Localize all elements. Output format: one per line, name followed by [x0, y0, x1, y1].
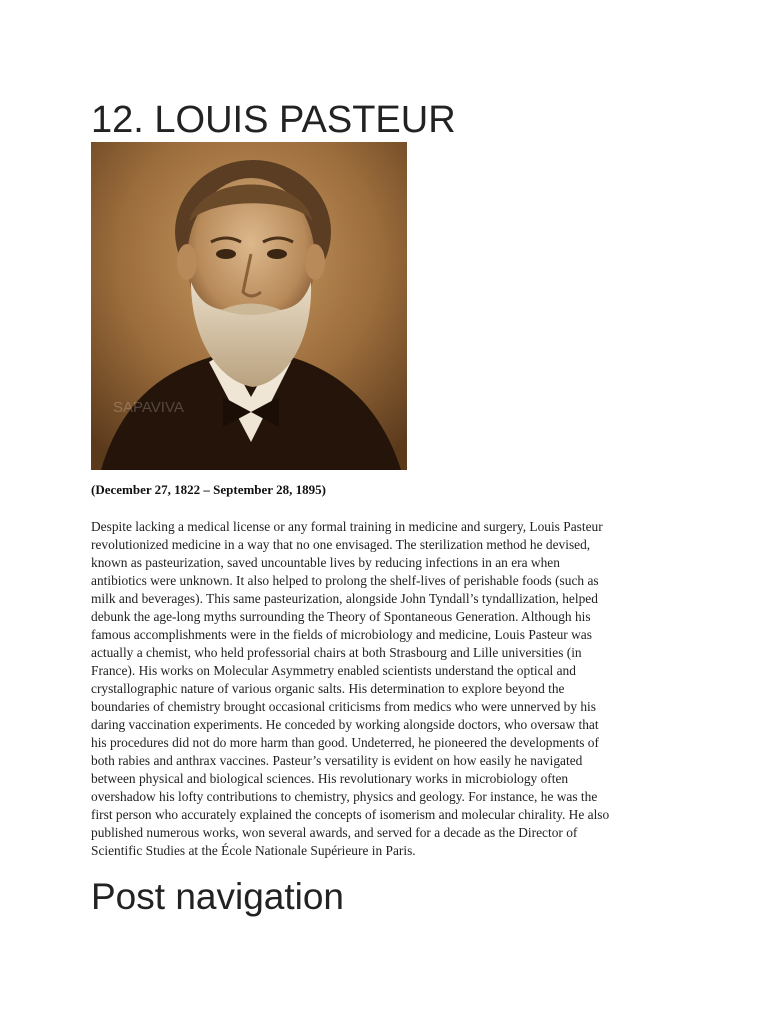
- body-line: his procedures did not do more harm than good. Undeterred, he pioneered the developments of: [91, 735, 599, 750]
- body-line: boundaries of chemistry brought occasional criticisms from medics who were unnerved by his: [91, 699, 596, 714]
- body-line: both rabies and anthrax vaccines. Pasteur’s versatility is evident on how easily he navigated: [91, 753, 583, 768]
- portrait-photo: [91, 142, 407, 470]
- body-line: crystallographic nature of various organic salts. His determination to explore beyond the: [91, 681, 565, 696]
- body-line: milk and beverages). This same pasteurization, alongside John Tyndall’s tyndallization, helped: [91, 591, 598, 606]
- body-line: famous accomplishments were in the fields of microbiology and medicine, Louis Pasteur was: [91, 627, 592, 642]
- body-line: Scientific Studies at the École Nationale Supérieure in Paris.: [91, 843, 416, 858]
- watermark-text: SAPAVIVA: [113, 399, 184, 416]
- article-heading: 12. LOUIS PASTEUR: [91, 99, 456, 141]
- body-line: revolutionized medicine in a way that no one envisaged. The sterilization method he devised,: [91, 537, 591, 552]
- body-line: antibiotics were unknown. It also helped to prolong the shelf-lives of perishable foods (such as: [91, 573, 599, 588]
- life-dates: (December 27, 1822 – September 28, 1895): [91, 482, 326, 497]
- body-line: known as pasteurization, saved uncountable lives by reducing infections in an era when: [91, 555, 560, 570]
- body-line: daring vaccination experiments. He conceded by working alongside doctors, who oversaw that: [91, 717, 599, 732]
- body-line: first person who accurately explained the concepts of isomerism and molecular chirality. He also: [91, 807, 610, 822]
- post-navigation-heading: Post navigation: [91, 876, 345, 917]
- body-line: Despite lacking a medical license or any formal training in medicine and surgery, Louis Pasteur: [91, 519, 603, 534]
- body-line: overshadow his lofty contributions to chemistry, physics and geology. For instance, he was the: [91, 789, 598, 804]
- body-line: between physical and biological sciences. His revolutionary works in microbiology often: [91, 771, 569, 786]
- body-line: published numerous works, won several awards, and served for a decade as the Director of: [91, 825, 578, 840]
- body-line: actually a chemist, who held professorial chairs at both Strasbourg and Lille universities (in: [91, 645, 582, 660]
- body-line: debunk the age-long myths surrounding the Theory of Spontaneous Generation. Although his: [91, 609, 591, 624]
- article-body: [91, 518, 691, 860]
- body-line: France). His works on Molecular Asymmetry enabled scientists understand the optical and: [91, 663, 576, 678]
